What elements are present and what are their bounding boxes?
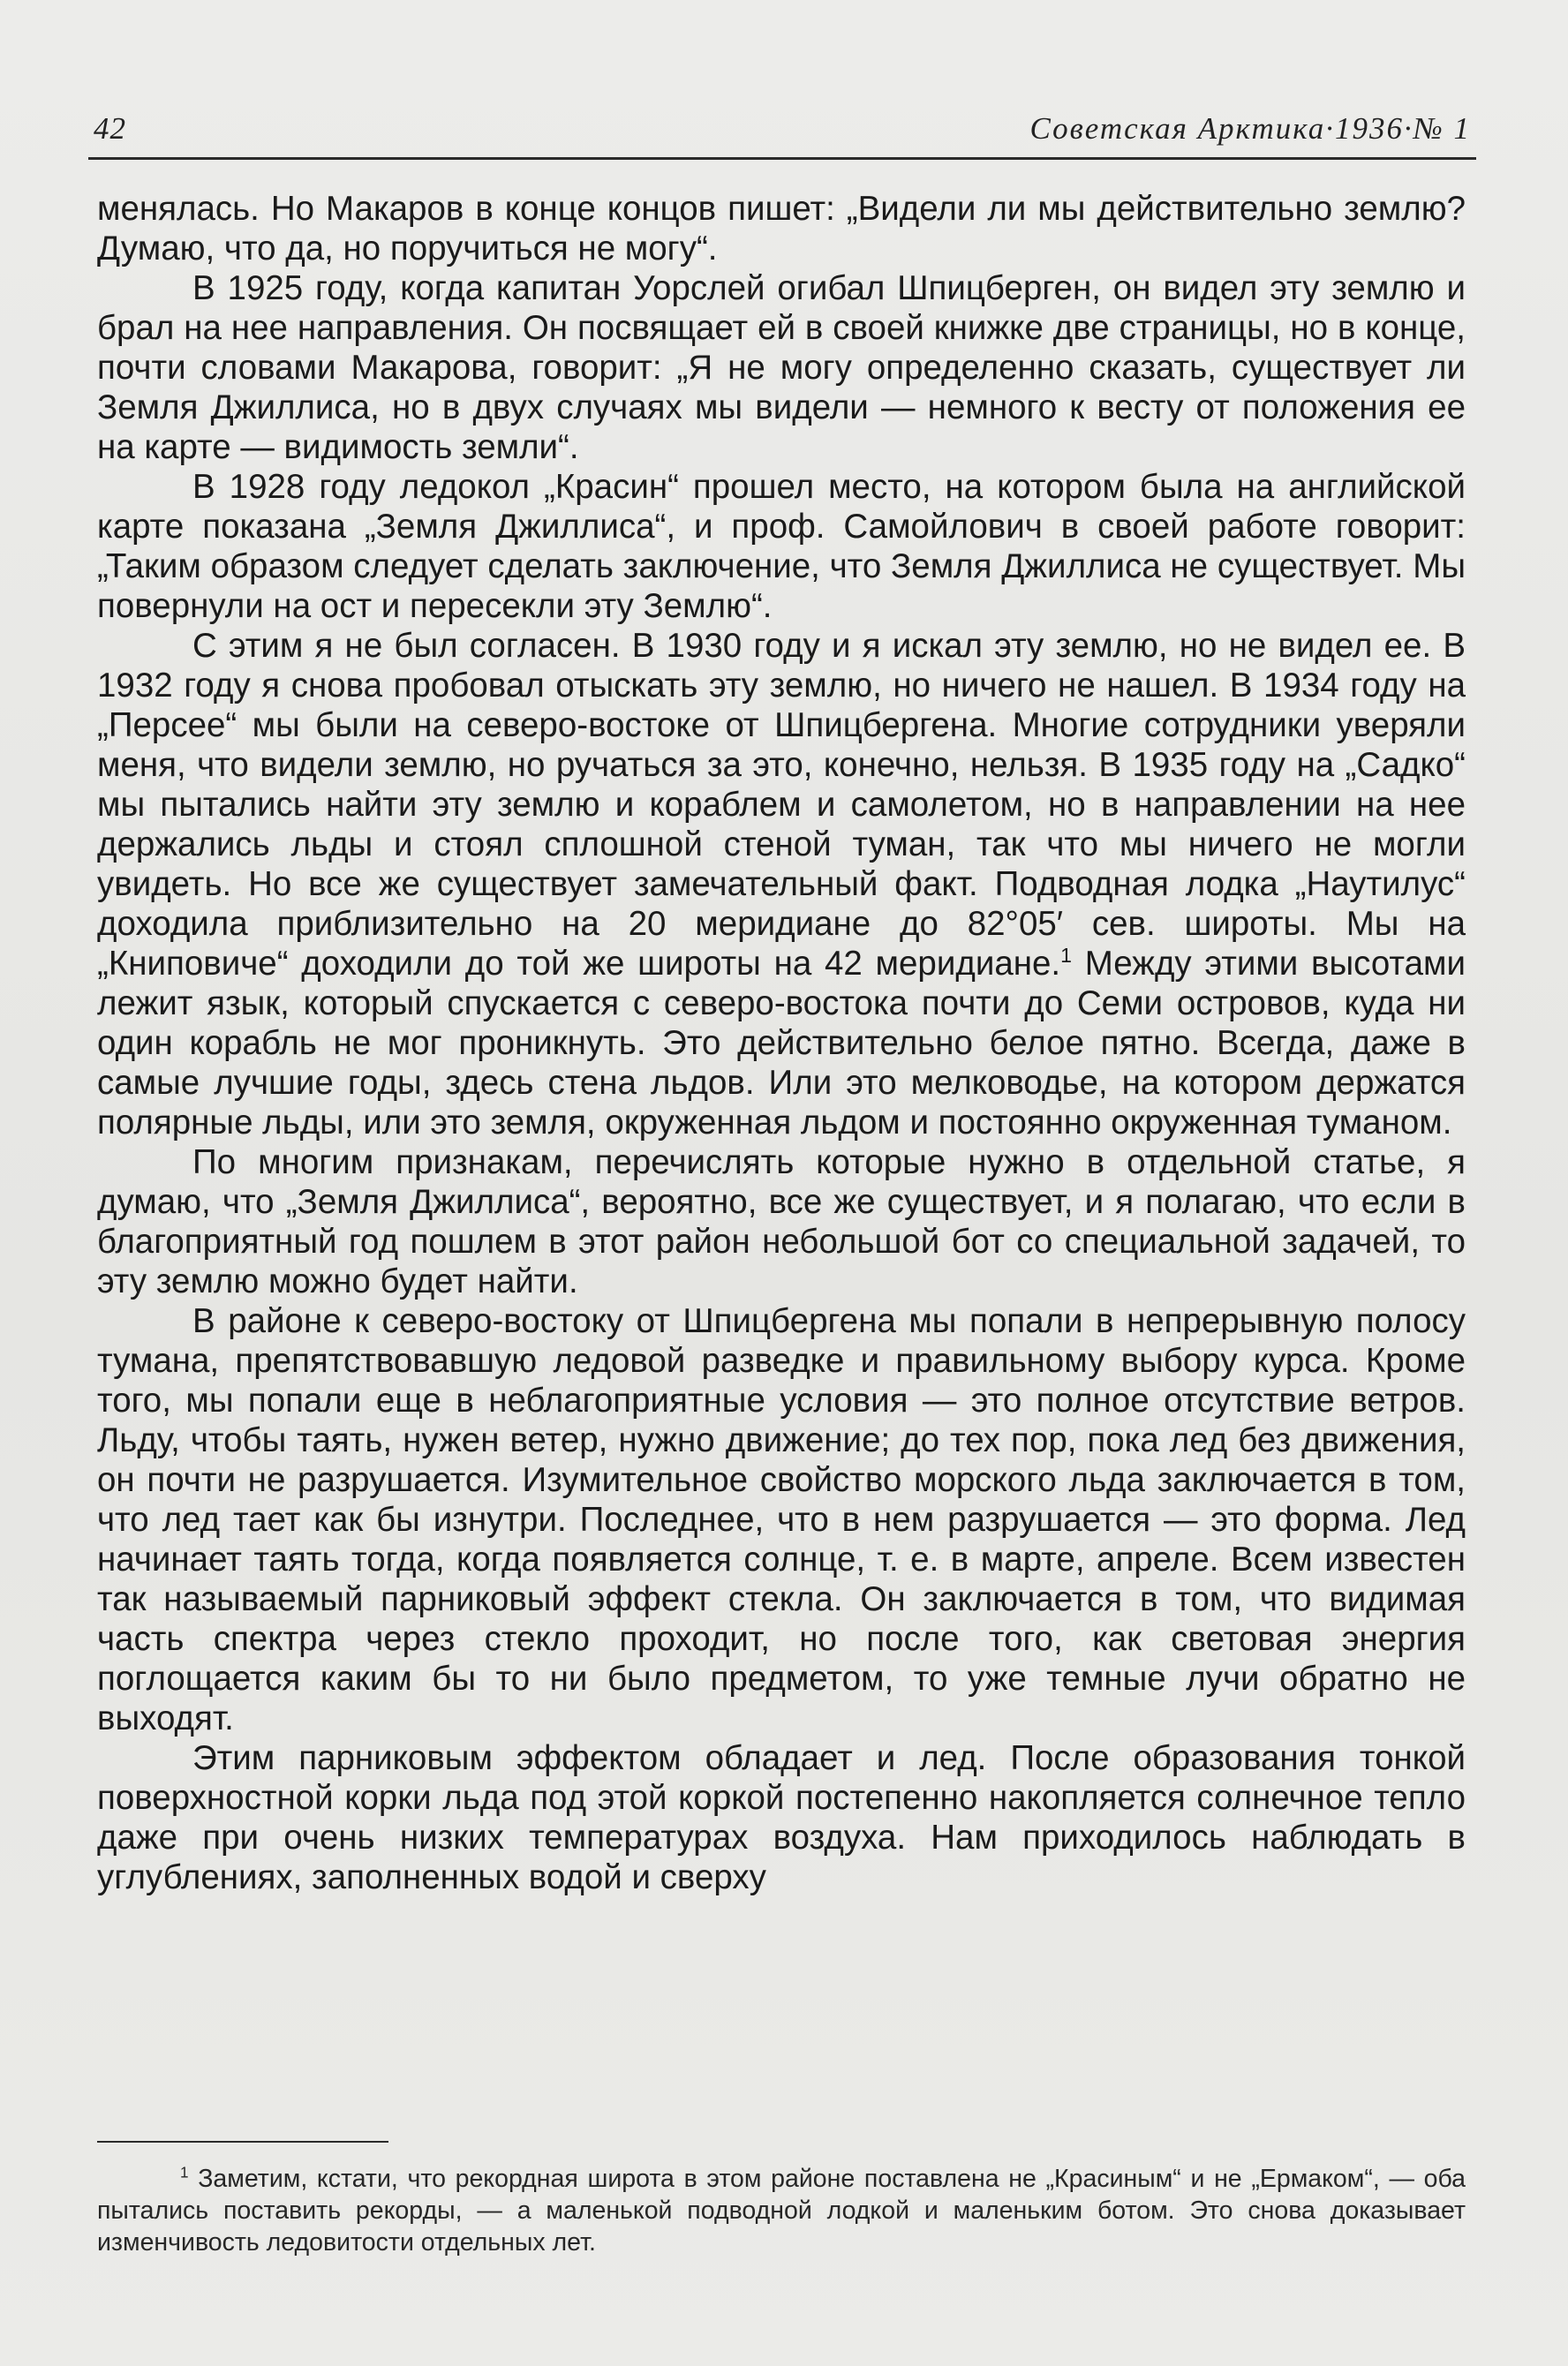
page-number: 42 [94, 111, 126, 146]
header-rule [88, 157, 1476, 160]
paragraph-fog: В районе к северо-востоку от Шпицбергена мы попали в непрерывную полосу тумана, препятствовавшую ледовой разведке и правильному выбору курса. Кроме того, мы попали еще в неблагоприятные условия — это полное отсутствие ветров. Льду, чтобы таять, нужен ветер, нужно движение; до тех пор, пока лед без движения, он почти не разрушается. Изумительное свойство морского льда заключается в том, что лед тает как бы изнутри. Последнее, что в нем разрушается — это форма. Лед начинает таять тогда, когда появляется солнце, т. е. в марте, апреле. Всем известен так называемый парниковый эффект стекла. Он заключается в том, что видимая часть спектра через стекло проходит, но после того, как световая энергия поглощается каким бы то ни было предметом, то уже темные лучи обратно не выходят. [97, 1302, 1466, 1737]
footnote-text: Заметим, кстати, что рекордная широта в этом районе поставлена не „Красиным“ и не „Ермаком“, — оба пытались поставить рекорды, — а маленькой подводной лодкой и маленьким ботом. Это снова доказывает изменчивость ледовитости отдельных лет. [97, 2165, 1466, 2257]
footnote-paragraph [97, 2163, 1466, 2258]
paragraph-greenhouse: Этим парниковым эффектом обладает и лед. После образования тонкой поверхностной корки льда под этой коркой постепенно накопляется солнечное тепло даже при очень низких температурах воздуха. Нам приходилось наблюдать в углублениях, заполненных водой и сверху [97, 1739, 1466, 1896]
paragraph-expeditions-tail: Между этими высотами лежит язык, который спускается с северо-востока почти до Семи островов, куда ни один корабль не мог проникнуть. Это действительно белое пятно. Всегда, даже в самые лучшие годы, здесь стена льдов. Или это мелководье, на котором держатся полярные льды, или это земля, окруженная льдом и постоянно окруженная туманом. [97, 945, 1466, 1142]
running-title: Советская Арктика·1936·№ 1 [1029, 111, 1471, 146]
page-header [88, 109, 1476, 154]
paragraph-worsley: В 1925 году, когда капитан Уорслей огибал Шпицберген, он видел эту землю и брал на нее направления. Он посвящает ей в своей книжке две страницы, но в конце, почти словами Макарова, говорит: „Я не могу определенно сказать, существует ли Земля Джиллиса, но в двух случаях мы видели — немного к весту от положения ее на карте — видимость земли“. [97, 269, 1466, 466]
footnote [97, 2163, 1466, 2258]
footnote-rule [97, 2141, 388, 2143]
paragraph-expeditions [97, 626, 1466, 1142]
paragraph-expeditions-text: С этим я не был согласен. В 1930 году и я искал эту землю, но не видел ее. В 1932 году я снова пробовал отыскать эту землю, но ничего не нашел. В 1934 году на „Персее“ мы были на северо-востоке от Шпицбергена. Многие сотрудники уверяли меня, что видели землю, но ручаться за это, конечно, нельзя. В 1935 году на „Садко“ мы пытались найти эту землю и кораблем и самолетом, но в направлении на нее держались льды и стоял сплошной стеной туман, так что мы ничего не могли увидеть. Но все же существует замечательный факт. Подводная лодка „Наутилус“ доходила приблизительно на 20 меридиане до 82°05′ сев. широты. Мы на „Книповиче“ доходили до той же широты на 42 меридиане. [97, 627, 1466, 983]
paragraph-krasin: В 1928 году ледокол „Красин“ прошел место, на котором была на английской карте показана „Земля Джиллиса“, и проф. Самойлович в своей работе говорит: „Таким образом следует сделать заключение, что Земля Джиллиса не существует. Мы повернули на ост и пересекли эту Землю“. [97, 468, 1466, 625]
footnote-reference: 1 [1060, 944, 1072, 968]
article-body [97, 189, 1466, 1897]
paragraph-continued: менялась. Но Макаров в конце концов пишет: „Видели ли мы действительно землю? Думаю, что да, но поручиться не могу“. [97, 190, 1466, 267]
paragraph-signs: По многим признакам, перечислять которые нужно в отдельной статье, я думаю, что „Земля Джиллиса“, вероятно, все же существует, и я полагаю, что если в благоприятный год пошлем в этот район небольшой бот со специальной задачей, то эту землю можно будет найти. [97, 1143, 1466, 1300]
footnote-marker: 1 [180, 2164, 189, 2181]
